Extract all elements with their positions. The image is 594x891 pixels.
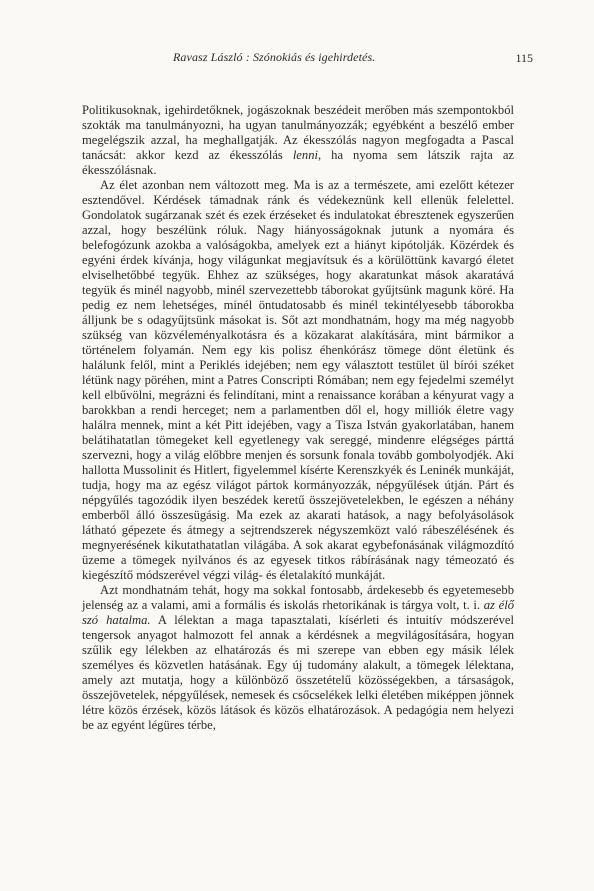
paragraph-3 [82, 583, 514, 733]
paragraph-3-text-a: Azt mondhatnám tehát, hogy ma sokkal fontosabb, árdekesebb és egyetemesebb jelenség az a valami, ami a formális és iskolás rhetorikának is tárgya volt, t. i. [82, 583, 514, 612]
paragraph-2: Az élet azonban nem változott meg. Ma is az a természete, ami ezelőtt kétezer esztendővel. Kérdések támadnak ránk és védekeznünk kell ellenük felelettel. Gondolatok sugárzanak szét és ezek érzéseket és indulatokat ébresztenek egyszerűen azzal, hogy beszélünk róluk. Nagy hiányosságoknak jutunk a nyomára és belefogózunk azokba a valóságokba, amelyek ezt a hiányt kipótolják. Közérdek és egyéni érdek kívánja, hogy világunkat megjavítsuk és a körülöttünk kavargó életet elviselhetőbbé tegyük. Ehhez az szükséges, hogy akaratunkat mások akaratává tegyük és minél nagyobb, minél szervezettebb táborokat gyűjtsünk magunk köré. Ha pedig ez nem lehetséges, minél öntudatosabb és minél tekintélyesebb táborokba álljunk be s odagyűjtsünk másokat is. Sőt azt mondhatnám, hogy ma még nagyobb szükség van közvéleményalkotásra és a közakarat alakítására, mint bármikor a történelem folyamán. Nem egy kis polisz éhenkórász tömege dönt életünk és halálunk felől, mint a Periklés idejében; nem egy választott testület ül bírói széket létünk nagy pöréhen, mint a Patres Conscripti Rómában; nem egy fejedelmi személyt kell elbűvölni, megrázni és felindítani, mint a renaissance korában a kényurat vagy a barokkban a rendi herceget; nem a parlamentben dől el, hogy milliók életre vagy halálra mennek, mint a két Pitt idejében, vagy a Tisza István gyakorlatában, hanem belátihatatlan tömegeket kell egyetlenegy vak sereggé, mindenre elégséges párttá szervezni, hogy a világ előbbre menjen és sorsunk fonala tovább gombolyodjék. Aki hallotta Mussolinit és Hitlert, figyelemmel kísérte Kerenszkyék és Leninék munkáját, tudja, hogy ma az egész világot pártok kormányozzák, népgyűlések útján. Párt és népgyűlés tagozódik ilyen beszédek keretű összejövetelekben, le egészen a néhány emberből álló összesügásig. Ma ezek az akarati hatások, a nagy befolyásolások látható gépezete és átmegy a sejtrendszerek négyszemközt való rábeszélésének és megnyerésének kikutathatatlan világába. A sok akarat egybefonásának világmozdító üzeme a tömegek nyilvános és az egyesek titkos rábírásának nagy témeozató és kiegészítő módszerével végzi világ- és életalakító munkáját. [82, 178, 514, 582]
paragraph-3-italic: az élő szó hatalma. [82, 598, 515, 627]
body-text [82, 103, 514, 733]
page-number: 115 [515, 51, 533, 65]
running-title: Ravasz László : Szónokiás és igehirdetés. [173, 50, 376, 64]
paragraph-1-italic: lenni [292, 148, 318, 162]
paragraph-3-text-b: A lélektan a maga tapasztalati, kísérleti és intuitív módszerével tengersok anyagot halmozott fel annak a kérdésnek a megvilágosítására, hogyan szűlik egy lélekben az elhatározás és mi szerepe van ebben egy másik lélek személyes és közvetlen hatásának. Egy új tudomány alakult, a tömegek lélektana, amely azt mutatja, hogy a különböző összetételű közösségekben, a társaságok, összejövetelek, népgyűlések, nemesek és csőcselékek lelki életében miképpen jönnek létre közös érzések, közös látások és közös elhatározások. A pedagógia nem helyezi be az egyént légüres térbe, [82, 613, 514, 732]
paragraph-1-text-a: Politikusoknak, igehirdetőknek, jogászoknak beszédeit merőben más szempontokból szokták ma tanulmányozni, ha ugyan tanulmányozzák; egyébként a beszélő ember megelégszik azzal, ha meghallgatják. Az ékesszólás nagyon megfogadta a Pascal tanácsát: akkor kezd az ékesszólás [82, 103, 514, 162]
paragraph-1-text-b: , ha nyoma sem látszik rajta az ékesszólásnak. [82, 148, 514, 177]
paragraph-1 [82, 103, 514, 178]
